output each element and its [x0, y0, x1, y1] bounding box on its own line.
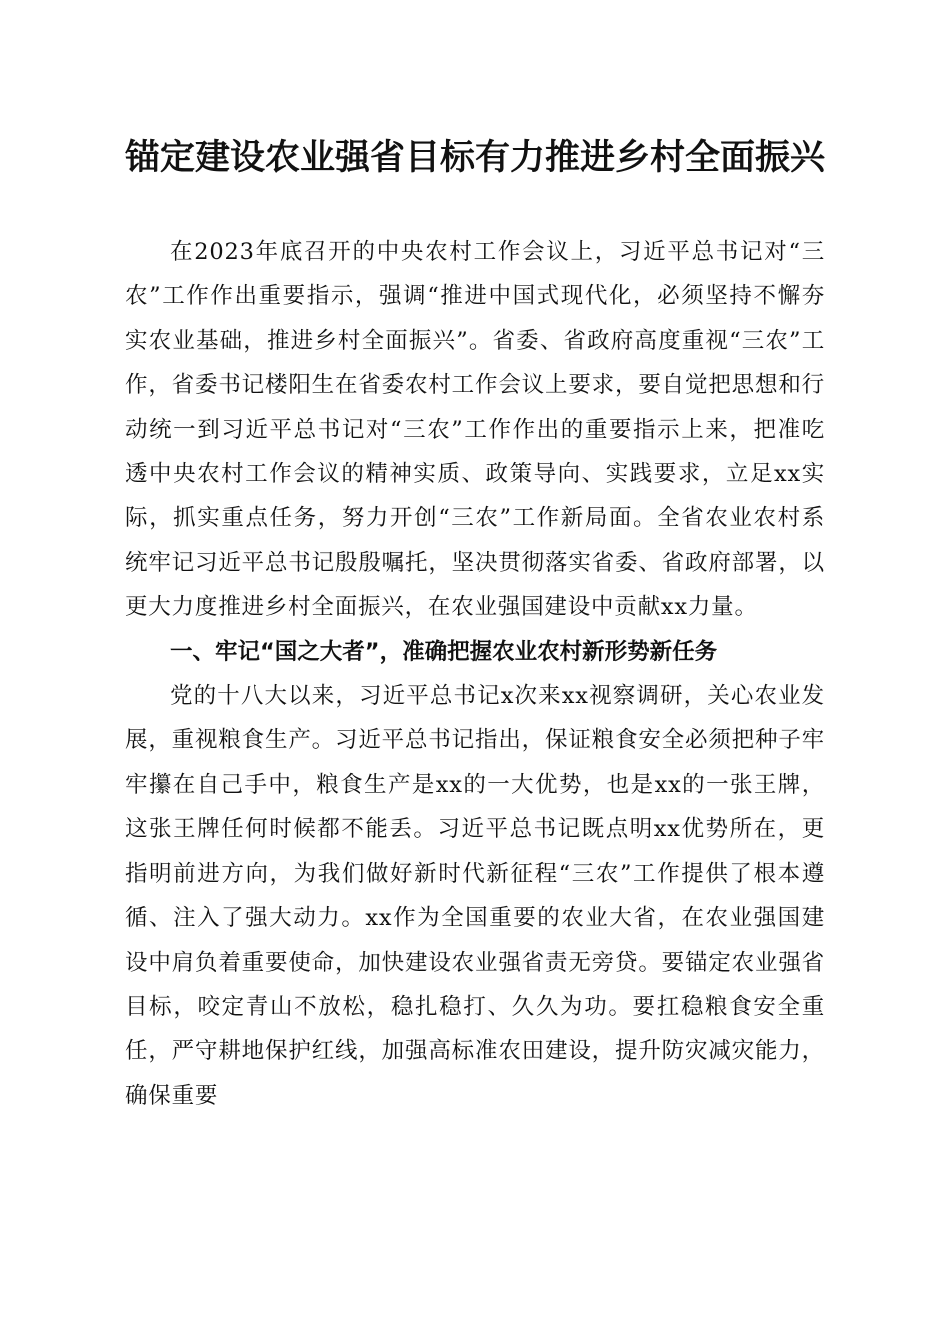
intro-paragraph: 在2023年底召开的中央农村工作会议上，习近平总书记对“三农”工作作出重要指示，强调“推进中国式现代化，必须坚持不懈夯实农业基础，推进乡村全面振兴”。省委、省政府高度重视“三农”工作，省委书记楼阳生在省委农村工作会议上要求，要自觉把思想和行动统一到习近平总书记对“三农”工作作出的重要指示上来，把准吃透中央农村工作会议的精神实质、政策导向、实践要求，立足xx实际，抓实重点任务，努力开创“三农”工作新局面。全省农业农村系统牢记习近平总书记殷殷嘱托，坚决贯彻落实省委、省政府部署，以更大力度推进乡村全面振兴，在农业强国建设中贡献xx力量。 — [125, 239, 825, 621]
document-body — [125, 230, 825, 1118]
document-title: 锚定建设农业强省目标有力推进乡村全面振兴 — [124, 138, 825, 178]
section-1-heading: 一、牢记“国之大者”，准确把握农业农村新形势新任务 — [170, 638, 718, 665]
section-1-paragraph: 党的十八大以来，习近平总书记x次来xx视察调研，关心农业发展，重视粮食生产。习近平总书记指出，保证粮食安全必须把种子牢牢攥在自己手中，粮食生产是xx的一大优势，也是xx的一张王牌，这张王牌任何时候都不能丢。习近平总书记既点明xx优势所在，更指明前进方向，为我们做好新时代新征程“三农”工作提供了根本遵循、注入了强大动力。xx作为全国重要的农业大省，在农业强国建设中肩负着重要使命，加快建设农业强省责无旁贷。要锚定农业强省目标，咬定青山不放松，稳扎稳打、久久为功。要扛稳粮食安全重任，严守耕地保护红线，加强高标准农田建设，提升防灾减灾能力，确保重要 — [125, 683, 825, 1109]
